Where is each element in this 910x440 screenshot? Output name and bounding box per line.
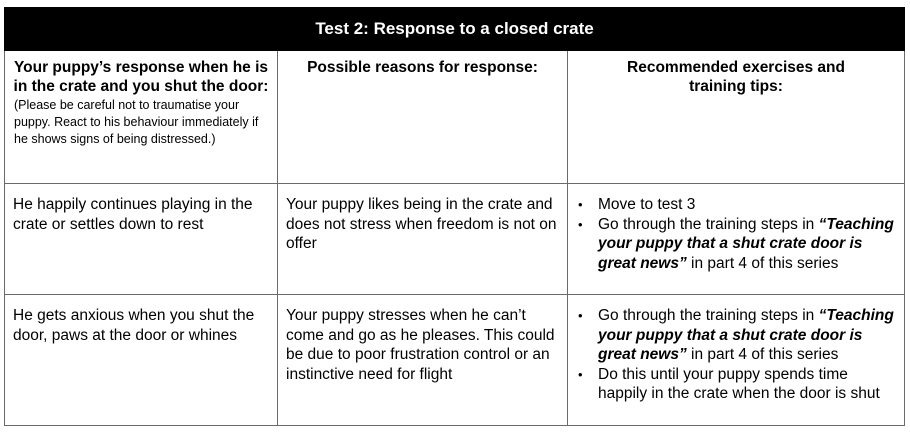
row-1-tips-list [576, 195, 898, 273]
header-row [5, 51, 905, 184]
list-item [576, 306, 898, 365]
tip-text-emphasis: “Teaching your puppy that a shut crate door is great news” [598, 215, 894, 272]
tip-text-pre: Go through the training steps in [598, 307, 819, 324]
row-2-tips [568, 295, 905, 426]
title-row [5, 8, 905, 51]
tip-text-post: in part 4 of this series [686, 346, 839, 364]
header-response-label: Your puppy’s response when he is in the crate and you shut the door: [13, 59, 269, 95]
tip-text-emphasis: “Teaching your puppy that a shut crate door is great news” [598, 307, 894, 364]
bullet-icon: • [578, 366, 583, 382]
tip-text: Do this until your puppy spends time happily in the crate when the door is shut [598, 365, 880, 403]
header-reasons: Possible reasons for response: [278, 51, 568, 184]
table-title: Test 2: Response to a closed crate [5, 8, 905, 51]
list-item [576, 365, 898, 404]
row-1-tips [568, 184, 905, 295]
row-2-tips-list [576, 306, 898, 404]
list-item [576, 215, 898, 274]
tip-text: Move to test 3 [598, 196, 696, 213]
header-exercises: Recommended exercises and training tips: [568, 51, 905, 184]
row-1-response: He happily continues playing in the crate or settles down to rest [5, 184, 278, 295]
row-2-reason: Your puppy stresses when he can’t come and go as he pleases. This could be due to poor frustration control or an instinctive need for flight [278, 295, 568, 426]
bullet-icon: • [578, 308, 583, 323]
crate-test-table [4, 7, 905, 426]
tip-text-pre: Go through the training steps in [598, 215, 819, 233]
row-1-reason: Your puppy likes being in the crate and does not stress when freedom is not on offer [278, 184, 568, 295]
table-row [5, 295, 905, 426]
bullet-icon: • [578, 197, 583, 212]
header-response-note: (Please be careful not to traumatise your puppy. React to his behaviour immediately if he shows signs of being distressed.) [14, 98, 259, 146]
tip-text-post: in part 4 of this series [686, 254, 839, 272]
row-2-response: He gets anxious when you shut the door, paws at the door or whines [5, 295, 278, 426]
bullet-icon: • [578, 216, 583, 232]
table-row [5, 184, 905, 295]
header-response [5, 51, 278, 184]
list-item [576, 195, 898, 215]
